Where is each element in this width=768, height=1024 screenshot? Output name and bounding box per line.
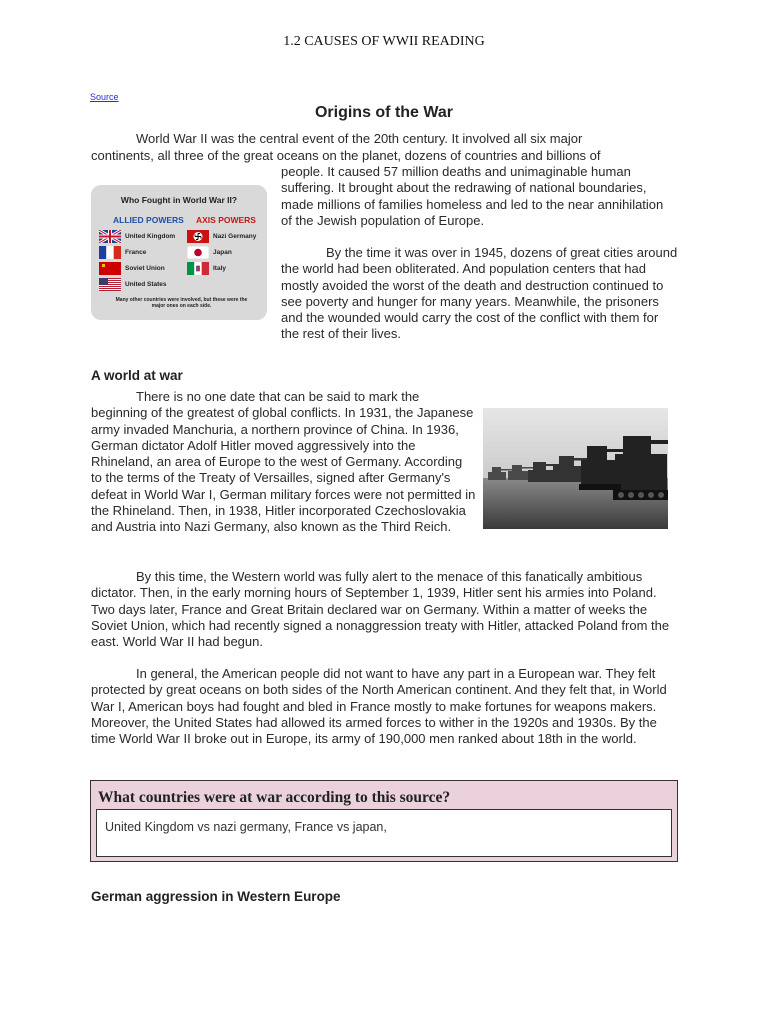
allied-country-name: Soviet Union — [125, 264, 165, 272]
axis-row-japan — [187, 245, 232, 259]
us-flag-icon — [99, 278, 121, 291]
world-at-war-paragraph-3: In general, the American people did not want to have any part in a European war. They felt protected by great oceans on both sides of the North American continent. And they felt that, in World War I, American boys had fought and bled in France mostly to make fortunes for weapons makers. Moreover, the United States had allowed its armed forces to wither in the 1920s and 1930s. By the time World War II broke out in Europe, its army of 190,000 men ranked about 18th in the world. — [91, 666, 667, 747]
allied-country-name: United States — [125, 280, 167, 288]
infographic-note: Many other countries were involved, but these were the major ones on each side. — [115, 297, 248, 309]
uk-flag-icon — [99, 230, 121, 243]
intro-paragraph-2: By the time it was over in 1945, dozens of great cities around the world had been obliterated. And population centers that had mostly avoided the worst of the death and destruction continued to see poverty and hunger for many years. Meanwhile, the prisoners and the wounded would carry the cost of the conflict with them for the rest of their lives. — [281, 245, 678, 342]
axis-country-name: Nazi Germany — [213, 232, 257, 240]
article-title: Origins of the War — [314, 104, 454, 121]
world-at-war-paragraph-2: By this time, the Western world was fully alert to the menace of this fanatically ambitious dictator. Then, in the early morning hours of September 1, 1939, Hitler sent his armies into Poland. Two days later, France and Great Britain declared war on Germany. Within a matter of weeks the Soviet Union, which had recently signed a nonaggression treaty with Hitler, attacked Poland from the east. World War II had begun. — [91, 569, 670, 650]
axis-row-italy — [187, 261, 226, 275]
world-at-war-paragraph-1: There is no one date that can be said to mark the beginning of the greatest of global conflicts. In 1931, the Japanese army invaded Manchuria, a northern province of China. In 1936, German dictator Adolf Hitler moved aggressively into the Rhineland, an area of Europe to the west of Germany. According to the terms of the Treaty of Versailles, signed after Germany's defeat in World War I, German military forces were not permitted in the Rhineland. Then, in 1938, Hitler incorporated Czechoslovakia and Austria into Nazi Germany, also known as the Third Reich. — [91, 389, 476, 535]
axis-country-name: Italy — [213, 264, 227, 272]
section-heading-german-aggression: German aggression in Western Europe — [91, 889, 341, 904]
intro-paragraph-line-1: World War II was the central event of the 20th century. It involved all six major — [136, 131, 583, 146]
axis-row-germany — [187, 229, 256, 243]
allied-row-france — [99, 245, 146, 259]
intro-paragraph-line-2: continents, all three of the great oceans on the planet, dozens of countries and billions of — [91, 148, 601, 163]
japan-flag-icon — [187, 246, 209, 259]
source-link[interactable]: Source — [90, 92, 119, 102]
section-heading-world-at-war: A world at war — [91, 368, 183, 383]
allied-row-united-states — [99, 277, 167, 291]
axis-country-name: Japan — [213, 248, 232, 256]
tanks-photo — [483, 408, 668, 529]
answer-field[interactable]: United Kingdom vs nazi germany, France vs japan, — [96, 809, 672, 857]
nazi-germany-flag-icon — [187, 230, 209, 243]
axis-powers-heading: AXIS POWERS — [196, 215, 256, 225]
question-prompt: What countries were at war according to this source? — [98, 789, 451, 806]
allied-country-name: France — [125, 248, 147, 256]
question-box — [90, 780, 678, 862]
allied-country-name: United Kingdom — [125, 232, 176, 240]
intro-paragraph-rest: people. It caused 57 million deaths and unimaginable human suffering. It brought about the redrawing of national boundaries, made millions of families homeless and led to the near annihilation of the Jewish population of Europe. — [281, 164, 664, 228]
page-title: 1.2 CAUSES OF WWII READING — [283, 34, 485, 49]
france-flag-icon — [99, 246, 121, 259]
who-fought-infographic — [91, 185, 267, 320]
allied-powers-heading: ALLIED POWERS — [113, 215, 184, 225]
allied-row-soviet-union — [99, 261, 165, 275]
infographic-title: Who Fought in World War II? — [120, 195, 238, 205]
allied-row-uk — [99, 229, 175, 243]
italy-flag-icon — [187, 262, 209, 275]
soviet-flag-icon — [99, 262, 121, 275]
